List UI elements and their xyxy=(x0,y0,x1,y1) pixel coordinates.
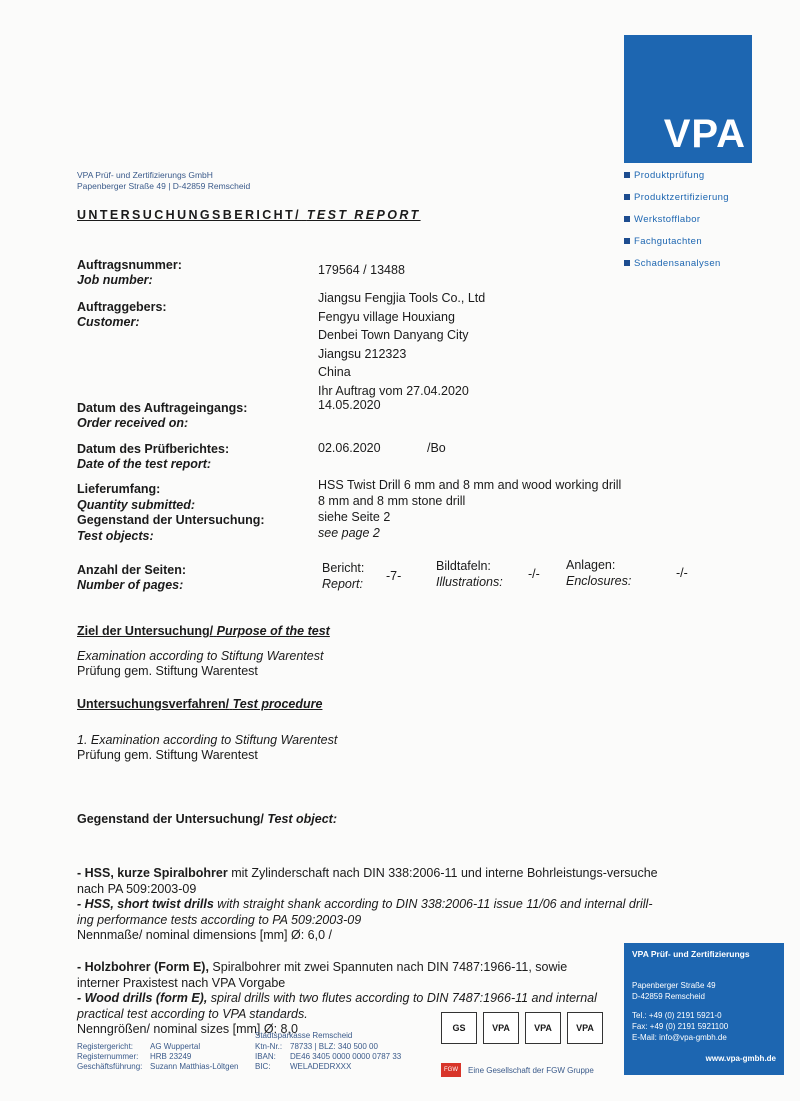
website-link[interactable]: www.vpa-gmbh.de xyxy=(705,1054,776,1063)
service-item: Schadensanalysen xyxy=(624,258,774,280)
order-date-label: Datum des Auftrageingangs: Order received on: xyxy=(77,401,248,430)
gs-mark-icon: GS xyxy=(441,1012,477,1044)
enclosures-value: -/- xyxy=(676,566,688,580)
vpa-logo-text: VPA xyxy=(663,112,746,156)
report-date-label: Datum des Prüfberichtes: Date of the test report: xyxy=(77,442,230,471)
footer-register-values: AG Wuppertal HRB 23249 Suzann Matthias-Löltgen xyxy=(150,1042,239,1071)
job-value: 179564 / 13488 xyxy=(318,263,405,277)
illustrations-value: -/- xyxy=(528,567,540,581)
customer-label: Auftraggebers: Customer: xyxy=(77,300,167,329)
sender-address: VPA Prüf- und Zertifizierungs GmbH Papenberger Straße 49 | D-42859 Remscheid xyxy=(77,170,251,191)
report-pages: Bericht: Report: xyxy=(322,561,365,591)
service-list xyxy=(624,170,774,280)
vpa-excellent-icon: VPA xyxy=(567,1012,603,1044)
purpose-heading: Ziel der Untersuchung/ Purpose of the test xyxy=(77,624,330,638)
fgw-group-text: Eine Gesellschaft der FGW Gruppe xyxy=(468,1066,594,1075)
quantity-label: Lieferumfang: Quantity submitted: Gegenstand der Untersuchung: Test objects: xyxy=(77,482,265,543)
test-object-heading: Gegenstand der Untersuchung/ Test object: xyxy=(77,812,338,826)
illustrations: Bildtafeln: Illustrations: xyxy=(436,559,503,589)
certification-marks xyxy=(441,1012,609,1044)
procedure-heading: Untersuchungsverfahren/ Test procedure xyxy=(77,697,323,711)
report-title: UNTERSUCHUNGSBERICHT/ TEST REPORT xyxy=(77,208,421,222)
service-item: Fachgutachten xyxy=(624,236,774,258)
service-item: Produktprüfung xyxy=(624,170,774,192)
bullet-square-icon xyxy=(624,194,630,200)
pages-label: Anzahl der Seiten: Number of pages: xyxy=(77,563,187,592)
bullet-square-icon xyxy=(624,238,630,244)
hss-item: - HSS, kurze Spiralbohrer mit Zylinderschaft nach DIN 338:2006-11 und interne Bohrleistungs-versuche nach PA 509:2003-09 - HSS, short twist drills with straight shank according to DIN 338:2006-11 issue 11/06 and internal drill- ing performance tests according to PA 509:2003-09 Nennmaße/ nominal dimensions [mm] Ø: 6,0 / xyxy=(77,866,658,942)
service-item: Produktzertifizierung xyxy=(624,192,774,214)
customer-address: Jiangsu Fengjia Tools Co., Ltd Fengyu village Houxiang Denbei Town Danyang City Jiangsu 212323 China Ihr Auftrag vom 27.04.2020 xyxy=(318,291,486,398)
job-label: Auftragsnummer: Job number: xyxy=(77,258,182,287)
quantity-value: HSS Twist Drill 6 mm and 8 mm and wood working drill 8 mm and 8 mm stone drill siehe Seite 2 see page 2 xyxy=(318,478,622,540)
vpa-logo xyxy=(624,35,752,163)
footer-register-labels: Registergericht: Registernummer: Geschäftsführung: xyxy=(77,1042,143,1071)
bullet-square-icon xyxy=(624,216,630,222)
contact-box: VPA Prüf- und Zertifizierungs Papenberger Straße 49 D-42859 Remscheid Tel.: +49 (0) 2191 5921-0 Fax: +49 (0) 2191 5921100 E-Mail: info@vpa-gmbh.de www.vpa-gmbh.de xyxy=(624,943,784,1075)
vpa-tested-icon: VPA xyxy=(525,1012,561,1044)
vpa-certified-icon: VPA xyxy=(483,1012,519,1044)
fgw-logo: FGW xyxy=(441,1063,461,1077)
footer-bank-values: 78733 | BLZ: 340 500 00 DE46 3405 0000 0000 0787 33 WELADEDRXXX xyxy=(290,1042,402,1071)
procedure-text: 1. Examination according to Stiftung Warentest Prüfung gem. Stiftung Warentest xyxy=(77,733,338,762)
report-date-value: 02.06.2020 xyxy=(318,441,381,455)
purpose-text: Examination according to Stiftung Warentest Prüfung gem. Stiftung Warentest xyxy=(77,649,324,678)
bullet-square-icon xyxy=(624,260,630,266)
order-date-value: 14.05.2020 xyxy=(318,398,381,412)
bullet-square-icon xyxy=(624,172,630,178)
footer-bank-name: Stadtsparkasse Remscheid xyxy=(255,1031,353,1040)
wood-item: - Holzbohrer (Form E), Spiralbohrer mit zwei Spannuten nach DIN 7487:1966-11, sowie interner Praxistest nach VPA Vorgabe - Wood drills (form E), spiral drills with two flutes according to DIN 7487:1966-11 and internal practical test according to VPA standards. Nenngrößen/ nominal sizes [mm] Ø: 8,0 xyxy=(77,960,597,1036)
report-pages-value: -7- xyxy=(386,569,402,583)
report-date-suffix: /Bo xyxy=(427,441,446,455)
footer-bank-labels: Ktn-Nr.: IBAN: BIC: xyxy=(255,1042,283,1071)
service-item: Werkstofflabor xyxy=(624,214,774,236)
enclosures: Anlagen: Enclosures: xyxy=(566,558,632,588)
